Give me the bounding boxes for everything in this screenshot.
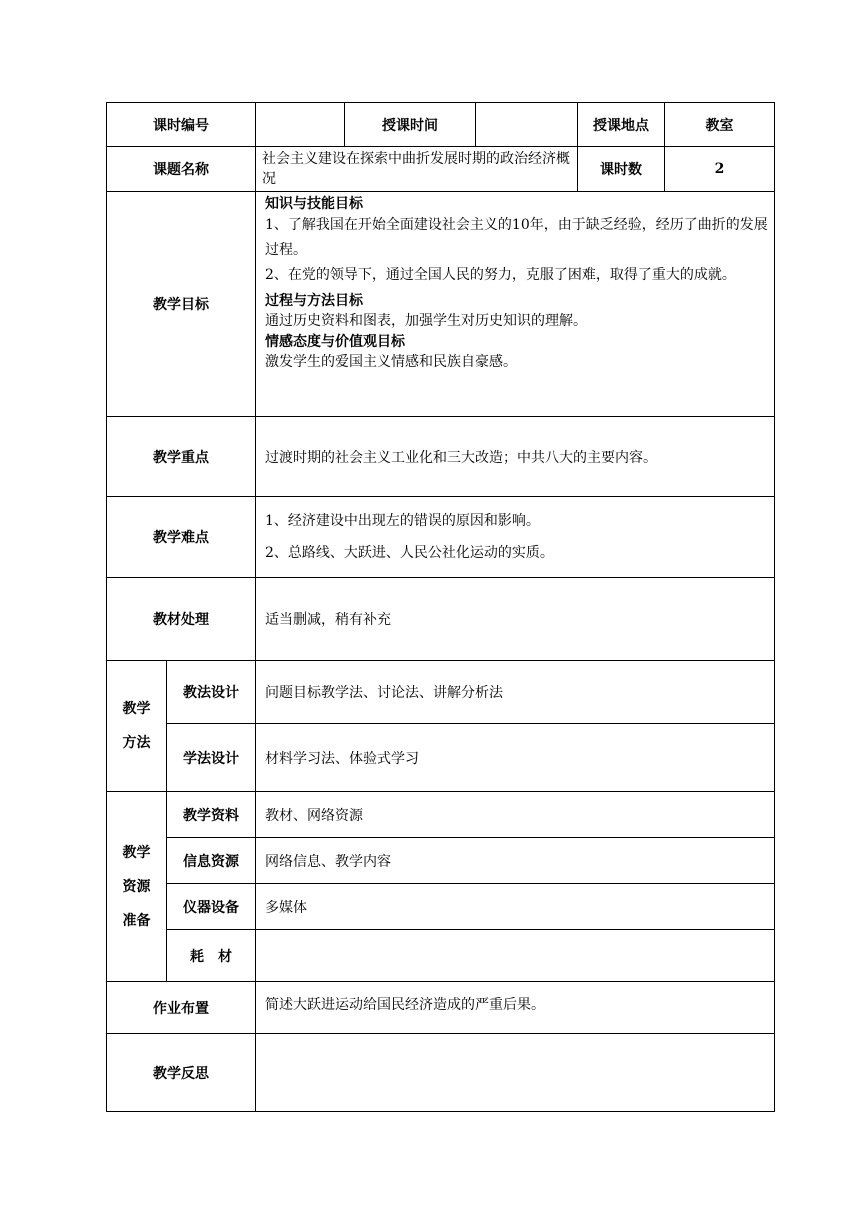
resources-label-line1: 教学 [122, 844, 151, 861]
material-handling-value: 适当删减，稍有补充 [256, 578, 775, 661]
info-value: 网络信息、教学内容 [256, 838, 775, 884]
place-label: 授课地点 [578, 103, 665, 147]
emotion-heading: 情感态度与价值观目标 [265, 334, 405, 350]
learning-method-value: 材料学习法、体验式学习 [256, 724, 775, 792]
reflection-value [256, 1034, 775, 1112]
consumables-label: 耗 材 [167, 930, 256, 982]
equipment-label: 仪器设备 [167, 884, 256, 930]
homework-row [107, 982, 775, 1034]
methods-label-line2: 方法 [122, 735, 151, 751]
hours-label: 课时数 [578, 147, 665, 192]
equipment-value: 多媒体 [256, 884, 775, 930]
header-row [107, 103, 775, 147]
hours-value: 2 [665, 147, 775, 192]
material-handling-label: 教材处理 [107, 578, 256, 661]
place-value: 教室 [665, 103, 775, 147]
key-points-value: 过渡时期的社会主义工业化和三大改造；中共八大的主要内容。 [256, 417, 775, 497]
lesson-no-label: 课时编号 [107, 103, 256, 147]
time-label: 授课时间 [345, 103, 476, 147]
homework-label: 作业布置 [107, 982, 256, 1034]
topic-row [107, 147, 775, 192]
info-row [107, 838, 775, 884]
objectives-row [107, 192, 775, 417]
materials-row [107, 792, 775, 838]
methods-label [107, 661, 167, 792]
homework-value: 简述大跃进运动给国民经济造成的严重后果。 [256, 982, 775, 1034]
key-points-row [107, 417, 775, 497]
key-points-label: 教学重点 [107, 417, 256, 497]
resources-label-line2: 资源 [122, 878, 151, 895]
difficulty-item-1: 1、经济建设中出现左的错误的原因和影响。 [265, 513, 540, 529]
objectives-label: 教学目标 [107, 192, 256, 417]
equipment-row [107, 884, 775, 930]
methods-label-line1: 教学 [122, 701, 151, 717]
knowledge-item-1: 1、了解我国在开始全面建设社会主义的10年，由于缺乏经验，经历了曲折的发展过程。 [265, 217, 768, 258]
materials-label: 教学资料 [167, 792, 256, 838]
lesson-plan-table [106, 102, 775, 1112]
reflection-label: 教学反思 [107, 1034, 256, 1112]
lesson-no-value [256, 103, 345, 147]
consumables-row [107, 930, 775, 982]
objectives-content [256, 192, 775, 417]
teaching-method-value: 问题目标教学法、讨论法、讲解分析法 [256, 661, 775, 724]
difficulties-content [256, 497, 775, 578]
teaching-method-label: 教法设计 [167, 661, 256, 724]
teaching-method-row [107, 661, 775, 724]
materials-value: 教材、网络资源 [256, 792, 775, 838]
topic-label: 课题名称 [107, 147, 256, 192]
reflection-row [107, 1034, 775, 1112]
process-text: 通过历史资料和图表，加强学生对历史知识的理解。 [265, 313, 587, 329]
resources-label [107, 792, 167, 982]
difficulty-item-2: 2、总路线、大跃进、人民公社化运动的实质。 [265, 545, 554, 561]
learning-method-row [107, 724, 775, 792]
topic-value: 社会主义建设在探索中曲折发展时期的政治经济概况 [256, 147, 578, 192]
process-heading: 过程与方法目标 [265, 293, 363, 309]
consumables-value [256, 930, 775, 982]
difficulties-label: 教学难点 [107, 497, 256, 578]
knowledge-heading: 知识与技能目标 [265, 196, 363, 212]
material-handling-row [107, 578, 775, 661]
learning-method-label: 学法设计 [167, 724, 256, 792]
knowledge-item-2: 2、在党的领导下，通过全国人民的努力，克服了困难，取得了重大的成就。 [265, 267, 736, 283]
resources-label-line3: 准备 [122, 912, 151, 929]
difficulties-row [107, 497, 775, 578]
time-value [476, 103, 578, 147]
info-label: 信息资源 [167, 838, 256, 884]
emotion-text: 激发学生的爱国主义情感和民族自豪感。 [265, 354, 517, 370]
